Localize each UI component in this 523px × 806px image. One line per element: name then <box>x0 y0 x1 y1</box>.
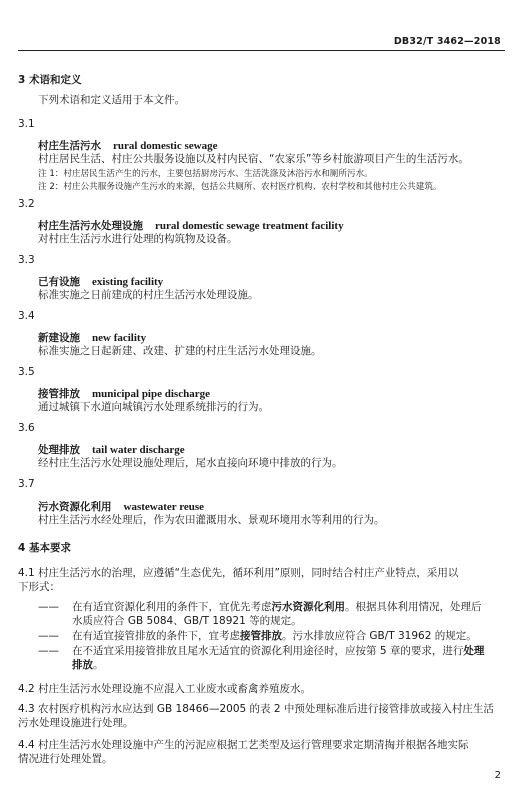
term-number: 3.4 <box>18 310 35 322</box>
term-definition: 通过城镇下水道向城镇污水处理系统排污的行为。 <box>38 401 269 413</box>
term-note: 注 2：村庄公共服务设施产生污水的来源，包括公共厕所、农村医疗机构、农村学校和其他村庄公共建筑。 <box>38 182 442 192</box>
term-zh: 接管排放 <box>38 388 80 400</box>
term-number: 3.7 <box>18 478 35 490</box>
section-3-heading: 3 术语和定义 <box>18 74 82 86</box>
clause-4-3-line2: 污水处理设施进行处理。 <box>18 717 134 729</box>
term-definition: 村庄居民生活、村庄公共服务设施以及村内民宿、“农家乐”等乡村旅游项目产生的生活污水。 <box>38 153 469 165</box>
term-title <box>38 330 146 345</box>
term-title <box>38 499 204 514</box>
list-item-line2: 排放。 <box>72 659 104 671</box>
term-title <box>38 138 217 153</box>
term-number: 3.1 <box>18 118 35 130</box>
document-code: DB32/T 3462—2018 <box>393 36 501 47</box>
term-zh: 已有设施 <box>38 276 80 288</box>
term-title <box>38 274 163 289</box>
term-zh: 污水资源化利用 <box>38 501 112 513</box>
term-definition: 标准实施之日前建成的村庄生活污水处理设施。 <box>38 289 259 301</box>
section-3-intro: 下列术语和定义适用于本文件。 <box>38 94 185 106</box>
term-number: 3.3 <box>18 254 35 266</box>
term-number: 3.6 <box>18 422 35 434</box>
term-number: 3.5 <box>18 366 35 378</box>
list-dash: —— <box>38 645 59 657</box>
clause-4-1-line1: 4.1 村庄生活污水的治理，应遵循“生态优先，循环利用”原则，同时结合村庄产业特点，采用以 <box>18 567 459 579</box>
term-definition: 标准实施之日起新建、改建、扩建的村庄生活污水处理设施。 <box>38 345 322 357</box>
term-en: rural domestic sewage treatment facility <box>155 220 344 232</box>
list-dash: —— <box>38 601 59 613</box>
term-title <box>38 442 185 457</box>
list-item-line1: 在不适宜采用接管排放且尾水无适宜的资源化利用途径时，应按第 5 章的要求，进行处理 <box>72 645 485 657</box>
section-4-heading: 4 基本要求 <box>18 542 71 554</box>
term-zh: 新建设施 <box>38 332 80 344</box>
list-dash: —— <box>38 630 59 642</box>
list-item-line2: 水质应符合 GB 5084、GB/T 18921 等的规定。 <box>72 615 302 627</box>
term-en: tail water discharge <box>92 444 185 456</box>
term-number: 3.2 <box>18 198 35 210</box>
term-en: municipal pipe discharge <box>92 388 210 400</box>
clause-4-1-line2: 下形式： <box>18 581 60 593</box>
clause-4-3-line1: 4.3 农村医疗机构污水应达到 GB 18466—2005 的表 2 中预处理标准后进行接管排放或接入村庄生活 <box>18 703 494 715</box>
term-definition: 村庄生活污水经处理后，作为农田灌溉用水、景观环境用水等利用的行为。 <box>38 514 385 526</box>
emphasis: 污水资源化利用 <box>271 601 345 613</box>
term-zh: 处理排放 <box>38 444 80 456</box>
term-note: 注 1：村庄居民生活产生的污水，主要包括厨房污水、生活洗涤及沐浴污水和厕所污水。 <box>38 169 373 179</box>
term-en: rural domestic sewage <box>113 140 218 152</box>
term-title <box>38 386 210 401</box>
term-en: existing facility <box>92 276 164 288</box>
term-definition: 经村庄生活污水处理设施处理后，尾水直接向环境中排放的行为。 <box>38 457 343 469</box>
list-item-line1: 在有适宜接管排放的条件下，宜考虑接管排放。污水排放应符合 GB/T 31962 的规定。 <box>72 630 477 642</box>
term-zh: 村庄生活污水 <box>38 140 101 152</box>
term-title <box>38 218 344 233</box>
clause-4-4-line1: 4.4 村庄生活污水处理设施中产生的污泥应根据工艺类型及运行管理要求定期清掏并根据各地实际 <box>18 739 469 751</box>
emphasis: 处理 <box>463 645 485 657</box>
header-rule <box>18 50 505 51</box>
emphasis: 排放 <box>72 659 93 671</box>
term-zh: 村庄生活污水处理设施 <box>38 220 143 232</box>
term-en: wastewater reuse <box>123 501 205 513</box>
term-en: new facility <box>92 332 147 344</box>
list-item-line1: 在有适宜资源化利用的条件下，宜优先考虑污水资源化利用。根据具体利用情况，处理后 <box>72 601 482 613</box>
page-number: 2 <box>494 770 501 781</box>
clause-4-2: 4.2 村庄生活污水处理设施不应混入工业废水或畜禽养殖废水。 <box>18 683 312 695</box>
clause-4-4-line2: 情况进行处理处置。 <box>18 753 113 765</box>
emphasis: 接管排放 <box>240 630 282 642</box>
term-definition: 对村庄生活污水进行处理的构筑物及设备。 <box>38 233 238 245</box>
